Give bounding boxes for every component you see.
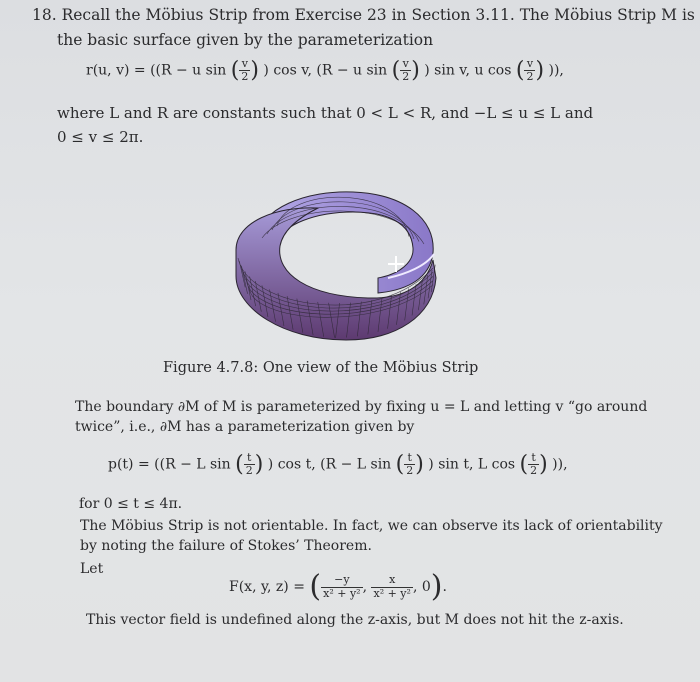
fraction: $\frac{t}{2}$ [530,451,538,478]
equation-part: )), [552,456,568,473]
fraction: $\frac{v}{2}$ [241,57,249,84]
fraction: $\frac{t}{2}$ [245,451,253,478]
fraction: $\frac{t}{2}$ [406,451,414,478]
equation-part: , 0 [412,579,431,595]
boundary-equation: p(t) = ((R − L sin ( $\frac{t}{2}$ ) ) cos t, (R − L sin ( $\frac{t}{2}$ ) ) sin t, L cos ( $\frac{t}{2}$ ) )), [108,451,568,478]
fraction: $\frac{-y}{\text{x² + y²}}$ [323,573,361,600]
mobius-strip-figure [228,178,448,350]
fraction: $\frac{v}{2}$ [402,57,410,84]
vector-field-note: This vector field is undefined along the z-axis, but M does not hit the z-axis. [86,612,624,628]
orientability-line-1: The Möbius Strip is not orientable. In fact, we can observe its lack of orientability [80,518,663,534]
problem-statement-line-1: 18. Recall the Möbius Strip from Exercise 23 in Section 3.11. The Möbius Strip M is [32,6,695,24]
equation-part: (R − u sin [316,62,388,79]
problem-statement-line-2: the basic surface given by the parameterization [57,31,434,49]
parameterization-equation: r(u, v) = ((R − u sin ( $\frac{v}{2}$ ) ) cos v, (R − u sin ( $\frac{v}{2}$ ) ) sin v, u cos ( $\frac{v}{2}$ ) )), [86,57,564,84]
constraints-line-2: 0 ≤ v ≤ 2π. [57,128,144,146]
figure-caption: Figure 4.7.8: One view of the Möbius Strip [163,360,479,376]
fraction: $\frac{v}{2}$ [526,57,534,84]
equation-part: (R − L sin [320,456,392,473]
constraints-line-1: where L and R are constants such that 0 < L < R, and −L ≤ u ≤ L and [57,104,594,122]
equation-lhs: p(t) = [108,456,150,473]
boundary-line-2: twice”, i.e., ∂M has a parameterization given by [75,419,415,435]
boundary-line-1: The boundary ∂M of M is parameterized by fixing u = L and letting v “go around [75,399,648,415]
let-label: Let [80,561,104,577]
equation-part: )), [548,62,564,79]
equation-part: ) cos t, [267,456,316,473]
equation-part: ((R − u sin [150,62,227,79]
fraction: $\frac{x}{\text{x² + y²}}$ [373,573,411,600]
equation-part: ) sin t, L cos [428,456,516,473]
equation-part: ) cos v, [263,62,312,79]
vector-field-equation: F(x, y, z) = ( $\frac{-y}{\text{x² + y²}}$ , $\frac{x}{\text{x² + y²}}$ , 0). [229,569,447,604]
orientability-line-2: by noting the failure of Stokes’ Theorem. [80,538,372,554]
boundary-range: for 0 ≤ t ≤ 4π. [79,496,183,512]
equation-lhs: r(u, v) = [86,62,146,79]
mobius-strip-image [228,178,448,346]
equation-part: ((R − L sin [154,456,231,473]
equation-part: ) sin v, u cos [424,62,512,79]
equation-lhs: F(x, y, z) = [229,579,305,595]
